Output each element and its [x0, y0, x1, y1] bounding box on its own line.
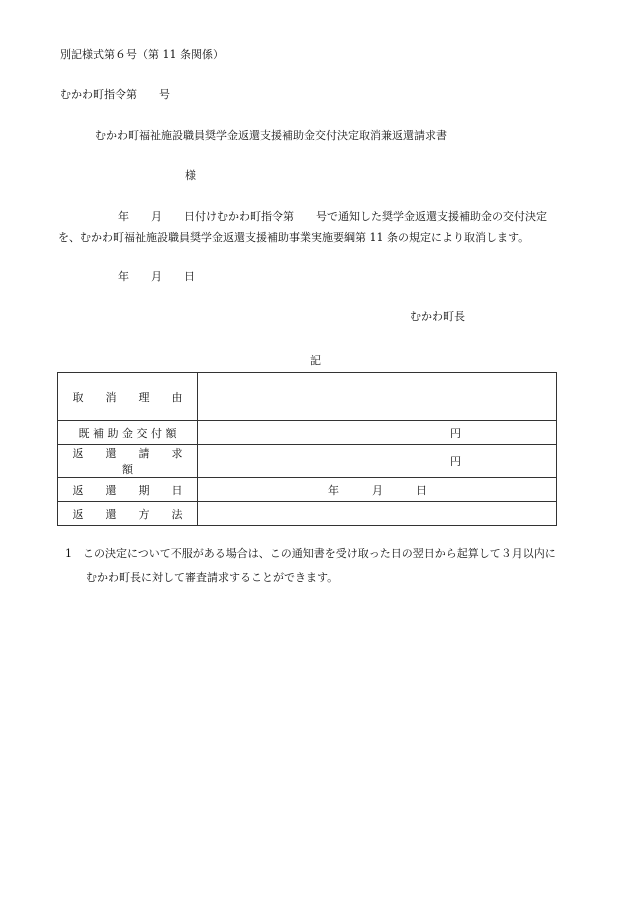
row-value-refund-amount	[198, 445, 557, 478]
directive-number: むかわ町指令第 号	[60, 88, 170, 101]
row-label-cancel-reason: 取 消 理 由	[58, 373, 198, 421]
due-date-month: 月	[372, 483, 383, 497]
table-row	[58, 445, 557, 478]
table-row	[58, 502, 557, 526]
body-text-line-2: を、むかわ町福祉施設職員奨学金返還支援補助事業実施要綱第 11 条の規定により取消します。	[58, 231, 530, 244]
due-date	[328, 482, 427, 498]
issue-date: 年 月 日	[118, 270, 195, 283]
addressee: 様	[185, 169, 196, 182]
row-value-refund-due-date	[198, 478, 557, 502]
row-value-grant-amount	[198, 421, 557, 445]
due-date-year: 年	[328, 483, 339, 497]
yen-unit: 円	[450, 455, 461, 468]
row-value-refund-method	[198, 502, 557, 526]
row-value-cancel-reason	[198, 373, 557, 421]
row-label-refund-amount: 返 還 請 求 額	[58, 445, 198, 478]
row-label-grant-amount: 既 補 助 金 交 付 額	[58, 421, 198, 445]
table-row	[58, 373, 557, 421]
ki-heading: 記	[310, 354, 321, 367]
due-date-day: 日	[416, 483, 427, 497]
document-title: むかわ町福祉施設職員奨学金返還支援補助金交付決定取消兼返還請求書	[95, 129, 447, 142]
issuer-name: むかわ町長	[410, 310, 465, 323]
note-line-2: むかわ町長に対して審査請求することができます。	[86, 571, 339, 584]
detail-table	[57, 372, 557, 526]
row-label-refund-due-date: 返 還 期 日	[58, 478, 198, 502]
table-row	[58, 421, 557, 445]
table-row	[58, 478, 557, 502]
form-number: 別記様式第６号（第 11 条関係）	[60, 48, 224, 61]
note-line-1: 1 この決定について不服がある場合は、この通知書を受け取った日の翌日から起算して３月以内に	[65, 547, 556, 560]
body-text-line-1: 年 月 日付けむかわ町指令第 号で通知した奨学金返還支援補助金の交付決定	[118, 210, 547, 223]
yen-unit: 円	[450, 426, 461, 440]
row-label-refund-method: 返 還 方 法	[58, 502, 198, 526]
